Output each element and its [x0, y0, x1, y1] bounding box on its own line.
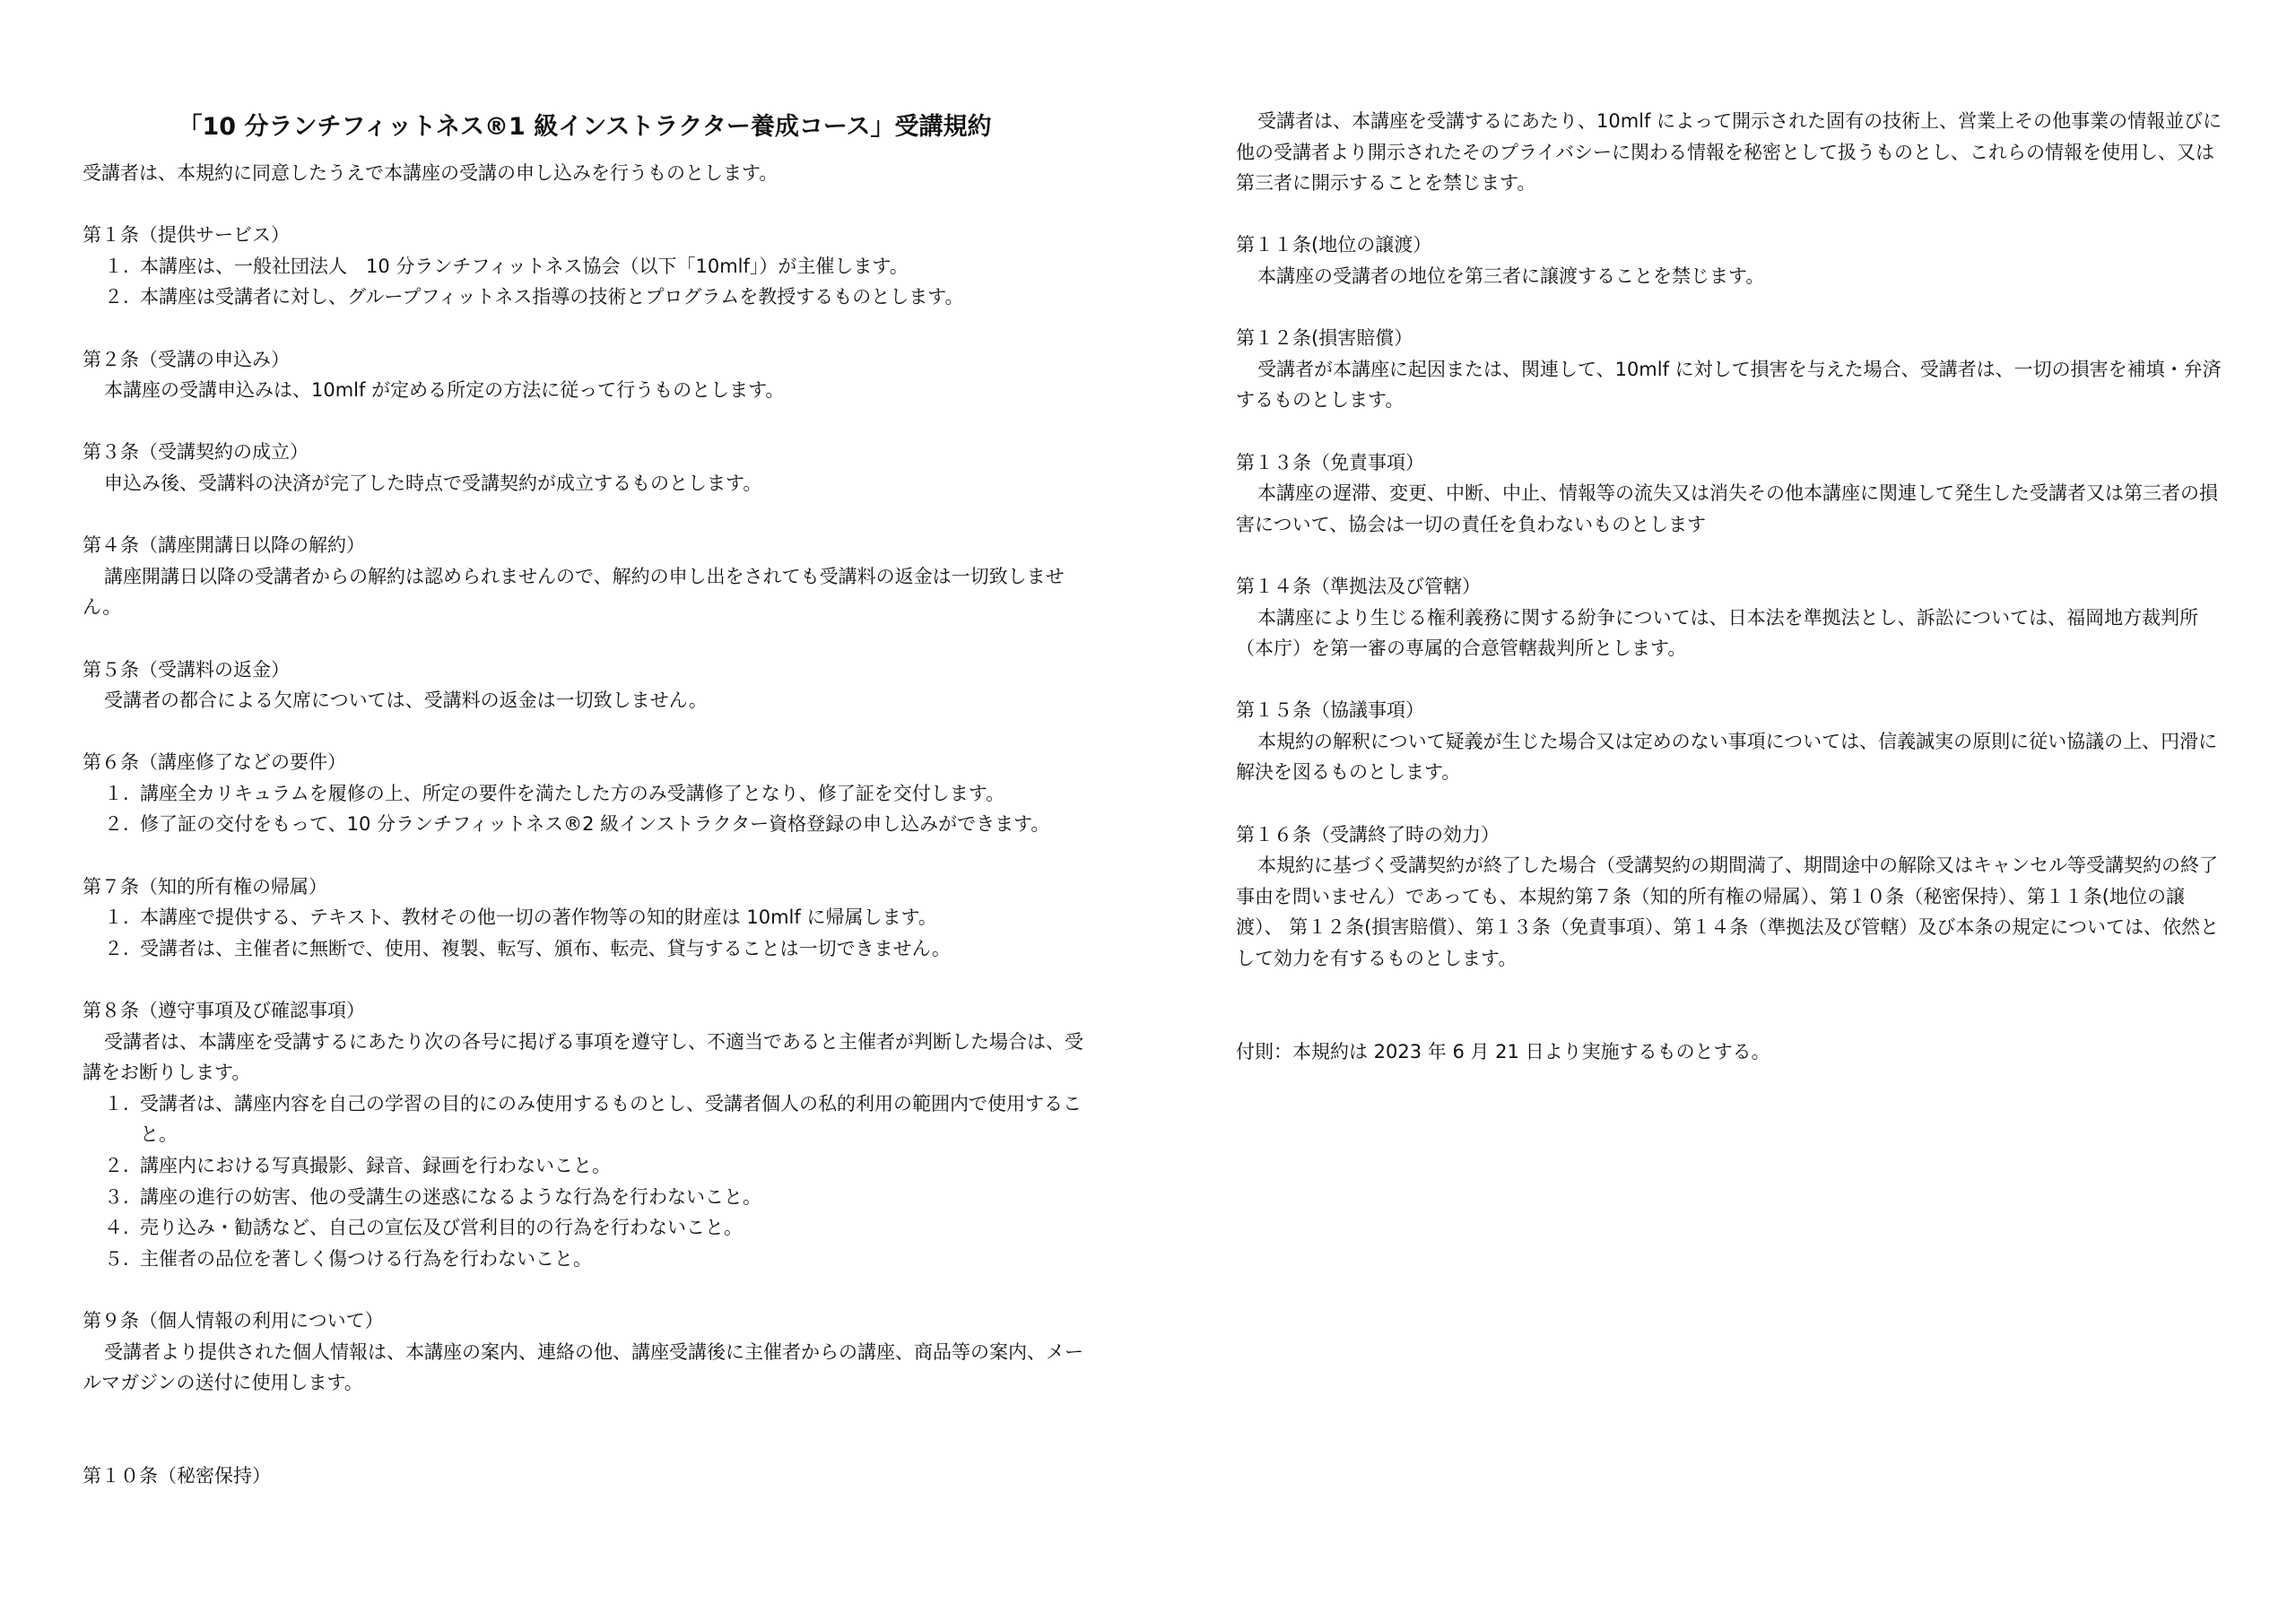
article-items: [83, 251, 1087, 313]
article-body: 講座開講日以降の受講者からの解約は認められませんので、解約の申し出をされても受講料の返金は一切致しません。: [83, 565, 1065, 619]
article-heading: 第１１条(地位の譲渡）: [1236, 234, 1432, 256]
item-text: 講座の進行の妨害、他の受講生の迷惑になるような行為を行わないこと。: [140, 1185, 761, 1208]
article-heading: 第１６条（受講終了時の効力）: [1236, 823, 1500, 846]
article-body: 本講座の遅滞、変更、中断、中止、情報等の流失又は消失その他本講座に関連して発生した受講者又は第三者の損害について、協会は一切の責任を負わないものとします: [1236, 482, 2218, 535]
article-items: [83, 778, 1087, 840]
intro-text: 受講者は、本規約に同意したうえで本講座の受講の申し込みを行うものとします。: [83, 162, 778, 184]
item-number: ３.: [104, 1185, 129, 1208]
list-item: [83, 1244, 1087, 1275]
article-body: 申込み後、受講料の決済が完了した時点で受講契約が成立するものとします。: [104, 472, 762, 494]
article-heading: 第４条（講座開講日以降の解約）: [83, 534, 365, 557]
article-heading: 第２条（受講の申込み）: [83, 348, 290, 370]
article-heading: 第１３条（免責事項）: [1236, 451, 1424, 473]
list-item: [83, 1182, 1087, 1213]
article-4: [83, 530, 1087, 623]
item-number: ４.: [104, 1217, 129, 1239]
item-number: ２.: [104, 286, 129, 308]
item-number: １.: [104, 782, 129, 804]
list-item: [83, 933, 1087, 965]
item-number: ２.: [104, 813, 129, 836]
article-heading: 第５条（受講料の返金）: [83, 658, 290, 681]
item-text: 主催者の品位を著しく傷つける行為を行わないこと。: [140, 1247, 592, 1270]
article-6: [83, 747, 1087, 840]
item-number: １.: [104, 1092, 129, 1115]
article-heading: 第１条（提供サービス）: [83, 224, 290, 247]
article-12: [1236, 323, 2231, 416]
right-column: [1236, 106, 2231, 1067]
list-item: [83, 1089, 1087, 1150]
article-heading: 第１５条（協議事項）: [1236, 699, 1424, 722]
article-14: [1236, 571, 2231, 664]
article-heading: 第１４条（準拠法及び管轄）: [1236, 575, 1481, 597]
list-item: [83, 778, 1087, 810]
item-number: ５.: [104, 1247, 129, 1270]
item-text: 本講座で提供する、テキスト、教材その他一切の著作物等の知的財産は 10mlf に帰属します。: [140, 906, 937, 929]
article-body: 受講者より提供された個人情報は、本講座の案内、連絡の他、講座受講後に主催者からの講座、商品等の案内、メールマガジンの送付に使用します。: [83, 1340, 1083, 1394]
article-body: 本講座の受講者の地位を第三者に譲渡することを禁じます。: [1257, 265, 1765, 287]
article-10-heading: 第１０条（秘密保持）: [83, 1464, 271, 1487]
item-number: １.: [104, 255, 129, 277]
article-16: [1236, 820, 2231, 975]
item-text: 講座全カリキュラムを履修の上、所定の要件を満たした方のみ受講修了となり、修了証を交付します。: [140, 782, 1005, 804]
left-column: [83, 106, 1087, 1491]
article-heading: 第７条（知的所有権の帰属）: [83, 875, 327, 898]
article-3: [83, 437, 1087, 499]
item-text: 修了証の交付をもって、10 分ランチフィットネス®2 級インストラクター資格登録の申し込みができます。: [140, 813, 1050, 836]
document-title: 「10 分ランチフィットネス®1 級インストラクター養成コース」受講規約: [178, 113, 992, 141]
article-7: [83, 872, 1087, 965]
article-body: 受講者の都合による欠席については、受講料の返金は一切致しません。: [104, 690, 708, 712]
article-body: 本規約の解釈について疑義が生じた場合又は定めのない事項については、信義誠実の原則に従い協議の上、円滑に解決を図るものとします。: [1236, 730, 2218, 784]
list-item: [83, 282, 1087, 313]
list-item: [83, 902, 1087, 933]
article-5: [83, 655, 1087, 716]
article-15: [1236, 695, 2231, 788]
article-items: [83, 902, 1087, 964]
article-13: [1236, 447, 2231, 541]
article-body: 受講者は、本講座を受講するにあたり次の各号に掲げる事項を遵守し、不適当であると主催者が判断した場合は、受講をお断りします。: [83, 1030, 1083, 1084]
supplementary-provision: 付則：本規約は 2023 年 6 月 21 日より実施するものとする。: [1236, 1040, 1770, 1063]
article-items: [83, 1089, 1087, 1275]
article-heading: 第８条（遵守事項及び確認事項）: [83, 1000, 365, 1022]
article-11: [1236, 230, 2231, 291]
item-number: １.: [104, 906, 129, 929]
article-body: 本講座により生じる権利義務に関する紛争については、日本法を準拠法とし、訴訟については、福岡地方裁判所（本庁）を第一審の専属的合意管轄裁判所とします。: [1236, 606, 2199, 660]
article-heading: 第１２条(損害賠償）: [1236, 327, 1413, 350]
article-body: 本規約に基づく受講契約が終了した場合（受講契約の期間満了、期間途中の解除又はキャンセル等受講契約の終了事由を問いません）であっても、本規約第７条（知的所有権の帰属）、第１０条（秘密保持）、第１１条(地位の譲渡）、 第１２条(損害賠償）、第１３条（免責事項）、第１４条（準拠法及び管轄）及び本条の規定については、依然として効力を有するものとします。: [1236, 854, 2219, 970]
list-item: [83, 1150, 1087, 1182]
article-2: [83, 344, 1087, 406]
article-body: 受講者が本講座に起因または、関連して、10mlf に対して損害を与えた場合、受講者は、一切の損害を補填・弁済するものとします。: [1236, 358, 2222, 412]
item-text: 受講者は、講座内容を自己の学習の目的にのみ使用するものとし、受講者個人の私的利用の範囲内で使用すること。: [140, 1092, 1082, 1146]
article-heading: 第３条（受講契約の成立）: [83, 441, 309, 464]
item-number: ２.: [104, 1155, 129, 1176]
list-item: [83, 1212, 1087, 1244]
article-heading: 第６条（講座修了などの要件）: [83, 751, 346, 774]
article-1: [83, 220, 1087, 313]
article-8: [83, 995, 1087, 1274]
item-text: 受講者は、主催者に無断で、使用、複製、転写、頒布、転売、貸与することは一切できません。: [140, 937, 951, 959]
article-10-body: 受講者は、本講座を受講するにあたり、10mlf によって開示された固有の技術上、営業上その他事業の情報並びに他の受講者より開示されたそのプライバシーに関わる情報を秘密として扱うものとし、これらの情報を使用し、又は第三者に開示することを禁じます。: [1236, 110, 2222, 195]
item-text: 売り込み・勧誘など、自己の宣伝及び営利目的の行為を行わないこと。: [140, 1217, 743, 1239]
article-9: [83, 1305, 1087, 1399]
list-item: [83, 809, 1087, 840]
article-heading: 第９条（個人情報の利用について）: [83, 1309, 384, 1331]
item-text: 講座内における写真撮影、録音、録画を行わないこと。: [140, 1155, 611, 1176]
item-text: 本講座は、一般社団法人 10 分ランチフィットネス協会（以下「10mlf」）が主催します。: [140, 255, 909, 277]
item-text: 本講座は受講者に対し、グループフィットネス指導の技術とプログラムを教授するものとします。: [140, 286, 964, 308]
item-number: ２.: [104, 937, 129, 959]
list-item: [83, 251, 1087, 282]
article-body: 本講座の受講申込みは、10mlf が定める所定の方法に従って行うものとします。: [104, 379, 785, 402]
